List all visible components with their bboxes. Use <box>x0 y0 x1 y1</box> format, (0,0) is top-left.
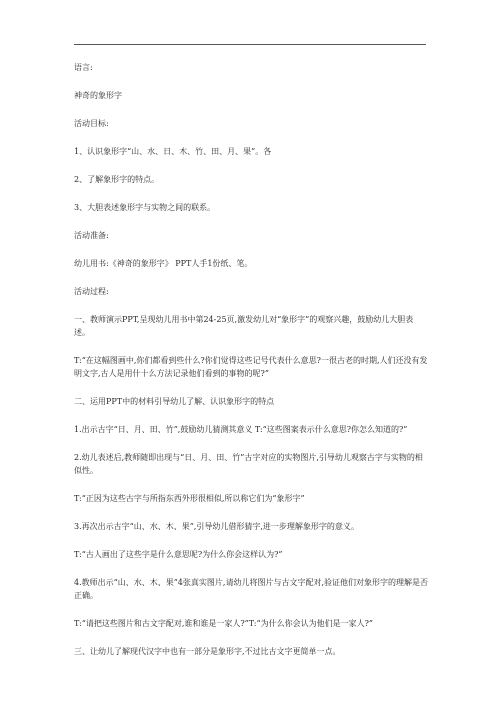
step-3-heading: 三、让幼儿了解现代汉字中也有一部分是象形字,不过比古文字更简单一点。 <box>74 647 341 656</box>
step-2-item-2: 2.幼儿表述后,教师随即出现与“日、月、田、竹”古字对应的实物图片,引导幼儿观察古字与实物的相似性。 <box>74 453 423 475</box>
step-2-item-4: 4.教师出示“山、水、木、果”4张真实图片,请幼儿将图片与古文字配对,验证他们对象形字的理解是否正确。 <box>74 578 428 600</box>
objective-1: 1、认识象形字“山、水、日、木、竹、田、月、果”。各 <box>74 147 272 156</box>
step-1-intro: 一、教师演示PPT,呈现幼儿用书中第24-25页,激发幼儿对“象形字”的观察兴趣，鼓励幼儿大胆表述。 <box>74 315 414 337</box>
document-body <box>74 61 428 658</box>
teacher-prompt-3: T:“古人画出了这些字是什么意思呢?为什么你会这样认为?” <box>74 550 283 559</box>
teacher-prompt-1: T:“在这幅图画中,你们都看到些什么?你们觉得这些记号代表什么意思?一很古老的时期,人们还没有发明文字,古人是用什十么方法记录他们看到的事物的呢?” <box>74 356 428 378</box>
heading-preparation: 活动准备: <box>74 231 109 240</box>
step-2-item-3: 3.再次出示古字“山、水、木、果”,引导幼儿借形猜字,进一步理解象形字的意义。 <box>74 522 359 531</box>
step-2-heading: 二、运用PPT中的材料引导幼儿了解、认识象形字的特点 <box>74 397 275 406</box>
objective-3: 3、大胆表述象形字与实物之间的联系。 <box>74 203 216 212</box>
heading-process: 活动过程: <box>74 287 109 296</box>
section-label-subject: 语言: <box>74 63 93 72</box>
step-2-item-1: 1.出示古字“日、月、田、竹”,鼓励幼儿猜测其意义 T:“这些图案表示什么意思?你怎么知道的?” <box>74 425 408 434</box>
objective-2: 2、了解象形字的特点。 <box>74 175 160 184</box>
heading-objectives: 活动目标: <box>74 119 109 128</box>
lesson-title: 神奇的象形字 <box>74 91 122 100</box>
teacher-prompt-4: T:“请把这些图片和古文字配对,谁和谁是一家人?”T:“为什么你会认为他们是一家人?” <box>74 619 373 628</box>
header-divider <box>74 44 426 45</box>
preparation-materials: 幼儿用书:《神奇的象形字》 PPT人手1份纸、笔。 <box>74 259 253 268</box>
teacher-prompt-2: T:“正因为这些古字与所指东西外形很相似,所以称它们为“象形字” <box>74 494 305 503</box>
